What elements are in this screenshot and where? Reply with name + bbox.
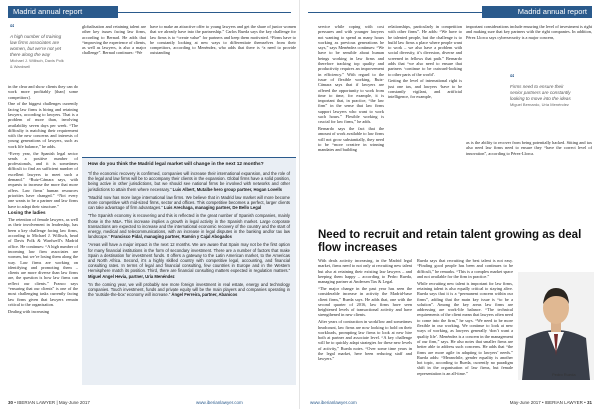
paragraph: “Every year, the Spanish legal sector sends a positive number of professionals, and it is sometimes difficult to find an sufficient number of excellent lawyers to meet such a demand.” “Ruiz-Cámara says, with requests to increase the more that more offers. Law firms’ human resources priorities have changed.” “Not every one wants to be a partner and law firms have to adapt their structure.” [8,150,78,209]
box-answer: “In the coming year, we will probably see more foreign investment in real estate, energy and technology companies. Touch investment, funds and private equity will be the main players and companies operating in the ‘outside-the-box’ economy will increase.” Ángel Ferreira, partner, Abanicos [88,281,290,298]
page-number: 31 [586,400,592,405]
story-column-2 [417,258,513,386]
pull-quote-text: Firms need to ensure their senior partners are constantly looking to move into the ideas [510,84,571,101]
footer-url[interactable]: www.iberianlawyer.com [196,400,243,405]
box-answer: “The Spanish economy is recovering and this is reflected in the great number of Spanish companies, mainly those in the M&A. This increase implies a growth in legal activity in the Spanish market. Large corporate transactions are expected to increase and the international economic recovery of the country and the start of energy, medical and telecommunications, with an increase in legal disputes in the banking and/or tax law landscape.” Francisco Pidal, managing partner, Ramón y Cajal Abogados [88,213,290,240]
paragraph: With deals activity increasing, in the Madrid legal market, firms need to not only at recruiting new talent but also at retaining their existing law lawyers – and keeping them happy – according to Pedro Rueda, managing partner at Andersen Tax & Legal. [318,258,412,285]
paragraph: While recruiting new talent is important for law firms, retaining talent is also equally critical to staying alive. Rueda says that it is a “permanent concern within our firms”, adding that the main key issue is “to be a solution”. Among the key areas law firms are addressing are work-life balance. “The technical requirements of the client mean that lawyers often need to come into the firm,” he says. “We need to be more flexible in our working. We continue to look at new ways of working, as lawyers generally ‘don’t want a quality life’. Menéndez is a concern in the management of our firm,” says. He also notes that smaller firms are better able to address such concerns. He adds that “the firms are more agile in adapting to lawyers’ needs.” Rueda adds: “Meanwhile, gender equality is another hot topic, according to Rueda, currently no paradigm shift in the organisation of law firms, but female representation is an all-time.” [417,280,513,376]
portrait-photo [518,272,594,380]
issue-date: May-June 2017 [509,400,541,405]
page-footer: 30 • IBERIAN LAWYER | May-June 2017 [8,400,90,405]
subheading: Losing the ladies [8,210,46,216]
article-column-1 [8,84,78,400]
paragraph: service while coping with cost pressures and with younger lawyers not wanting to spend as many hours working as previous generations he says,” says Menéndez continues: “We have to be sensible about human beings working in law firms and therefore tracking top quality and productivity requires an improvement in efficiency.” With regard to the issue of flexible working, Ruiz-Cámara says that if lawyers are offered the opportunity to work from time to time, for example, it is important that, in practice, “the law firm” in the sense that law firms support lawyers who want to work such hours.” Flexible working is crucial for law firms,” he adds. [318,24,384,125]
section-rule [308,12,492,13]
article-column-3 [466,24,592,70]
paragraph: “The major change in the past year has seen the considerable increase in activity the Madrid-base client firms,” Rueda says. He adds that, one with the second quarter of 2016, law firms have seen heightened levels of transactional activity and have strengthened in new clients. [318,285,412,318]
box-answer: “Areas will have a major impact in the next 12 months. We are aware that Spain may not be the first option for many financial institutions in the form of secondary investment. There are a number of factors that make Spain a destination for investment funds. It offers a gateway to the Latin American market, to the Americas and North Africa. Second, it’s a highly skilled country with competitive legal, accounting, and financial consulting rates. In terms of legal and financial consulting, few countries in Europe and in the Western Hemisphere match its position. Third, there are financial consulting matters expected in regulation matters.” Miguel Angel Hevia, partner, Uría Menéndez [88,242,290,279]
article-headline: Need to recruit and retain talent growing as deal flow increases [318,229,582,254]
article-column-3 [150,24,296,154]
paragraph: Dealing with increasing [8,308,50,314]
paragraph: The retention of female lawyers, as well as their involvement in leadership, has been a key challenge facing law firms, according to Michael J. Willisch, head of Davis Polk & Wardwell’s Madrid office. He continues: “A high number of incoming law firm associates are women, but we’re losing them along the way. Law firms are working on identifying and promoting them – clients are more diverse than law firms are, the question is how law firms can reflect our clients.” Franco says “ensuring that our clients” is one of the most challenging tasks currently facing law firms given that lawyers remain critical to the organisation. [8,217,78,307]
pull-quote-source: Michael J. Willisch, Davis Polk & Wardwell [10,58,64,69]
market-outlook-box [82,157,296,385]
article-column-3b [466,140,592,222]
paragraph: One of the biggest challenges currently facing law firms is hiring and retaining lawyers, according to lawyers. That is a problem of more than, involving availability seven days per week. “The difficulty is matching their requirement with the new concerns and interests of young generations of lawyers, such as work life balance,” he adds. [8,101,78,149]
section-rule [108,12,291,13]
box-answer: “If the economic recovery is confirmed, companies will increase their international expansion, and the role of the legal and law firms will be to accompany their clients in the expansion. Global firms have a solid position, being active in other jurisdictions, but we should see national firms be involved with networks and other jurisdictions to attain them where necessary.” Luis Albert, Mutalbe hero group partner, Hogan Lovells [88,171,290,192]
paragraph: Bernardo says the fact that the amount of work available to law firms will not grow substantially, they need to be “more creative in winning mandates and building [318,126,384,153]
box-attribution: Luis Albert, Mutalbe hero group partner, Hogan Lovells [172,186,283,192]
article-column-2 [388,24,462,222]
paragraph: in the clear and show clients they can do work more profitably [than] some competitors]. [8,84,78,100]
box-attribution: Francisco Pidal, managing partner, Ramón y Cajal Abogados [110,234,232,240]
publication-name: IBERIAN LAWYER [544,400,583,405]
pull-quote [10,21,66,70]
box-answer: “Madrid now has more large international law firms. We believe that in Madrid law market will more become more competitive with mid-sized firms, sector and offices. This competitive becomes a perfect, larger clients can take advantage of firm advantages.” Luis Arechaga, managing partner, De Bello Legal [88,194,290,211]
paragraph: have to make an attractive offer to young lawyers and get the share of junior women that we already have into the partnership.” Carlos Rueda says the key challenge for law firms is to “create value” for partners and keep them motivated. “Firms have to be constantly looking at new ways to differentiate themselves from their competitors, according to Menéndez, who adds that there is “a need to provide outstanding [150,24,296,56]
paragraph: important considerations include ensuring the level of investment is right and making sure that key partners with the right companies. In addition, Pérez Llorca says cybersecurity is a major concern, [466,24,592,40]
pull-quote-source: Miguel Bernardo, Uría Menéndez [510,102,569,107]
paragraph: Getting the level of international right is just one tax, and lawyers ‘have to be constantly vigilant, and artificial intelligence, for example, [388,78,462,100]
paragraph: After years of contraction in workflow and sometimes headcount, law firms are now looking to hold on their workloads, prompting law firms to look at new hire both at partner and associate level. “A key challenge will be to quickly adapt strategies for these new levels of activity,” Rueda notes. “Over some time years in the legal market, here been reducing staff and lawyers.” [318,319,412,362]
quote-mark-icon: “ [510,71,515,86]
box-attribution: Ángel Ferreira, partner, Abanicos [171,292,238,298]
box-question: How do you think the Madrid legal market will change in the next 12 months? [88,162,264,167]
page-number: 30 [8,400,14,405]
pull-quote-text: A high number of training law firms associates are women, but we’re not yet there along the way [10,34,62,57]
quote-mark-icon: “ [10,21,15,36]
story-column-1 [318,258,412,386]
photo-caption: Pedro Rueda [552,372,576,377]
portrait-illustration [518,272,594,380]
section-label: Madrid annual report [482,6,592,18]
issue-date: May-June 2017 [58,400,90,405]
page-footer: May-June 2017 • IBERIAN LAWYER • 31 [509,400,592,405]
paragraph: as is the ability to recover from being potentially hacked. Sitting and tax also need law firms need to ensure they “have the correct level of innovation”, according to Pérez-Llorca. [466,140,592,156]
paragraph: globalisation and retaining talent are other key issues facing law firms, according to Bernad. He adds that “improving the experience of clients, as well as lawyers, is also a major challenge”. Bernad continues: “We [82,24,146,56]
paragraph: relationships, particularly in competition with other firms”. He adds: “We have to be talented people, but the challenge is to build law firms a place where people want to work – we also have a problem with social diversity, it’s diversion, diverse and screened in fellows that path.” Bernardo adds that “we also need to ensure that partners ‘continue to be outward-looking to other parts of the world’. [388,24,462,77]
article-column-2 [82,24,146,154]
paragraph: Rueda says that recruiting the best talent is not easy. “Finding good people has been and continues to be difficult,” he remarks. “This is a complex market space and not available for the firm in practice.” [417,258,513,279]
article-column-1 [318,24,384,222]
publication-name: IBERIAN LAWYER [17,400,56,405]
box-attribution: Miguel Angel Hevia, partner, Uría Menéndez [88,273,175,279]
footer-url[interactable]: www.iberianlawyer.com [310,400,357,405]
pull-quote [510,71,572,108]
section-label: Madrid annual report [8,6,118,18]
box-attribution: Luis Arechaga, managing partner, De Bello Legal [163,205,262,211]
